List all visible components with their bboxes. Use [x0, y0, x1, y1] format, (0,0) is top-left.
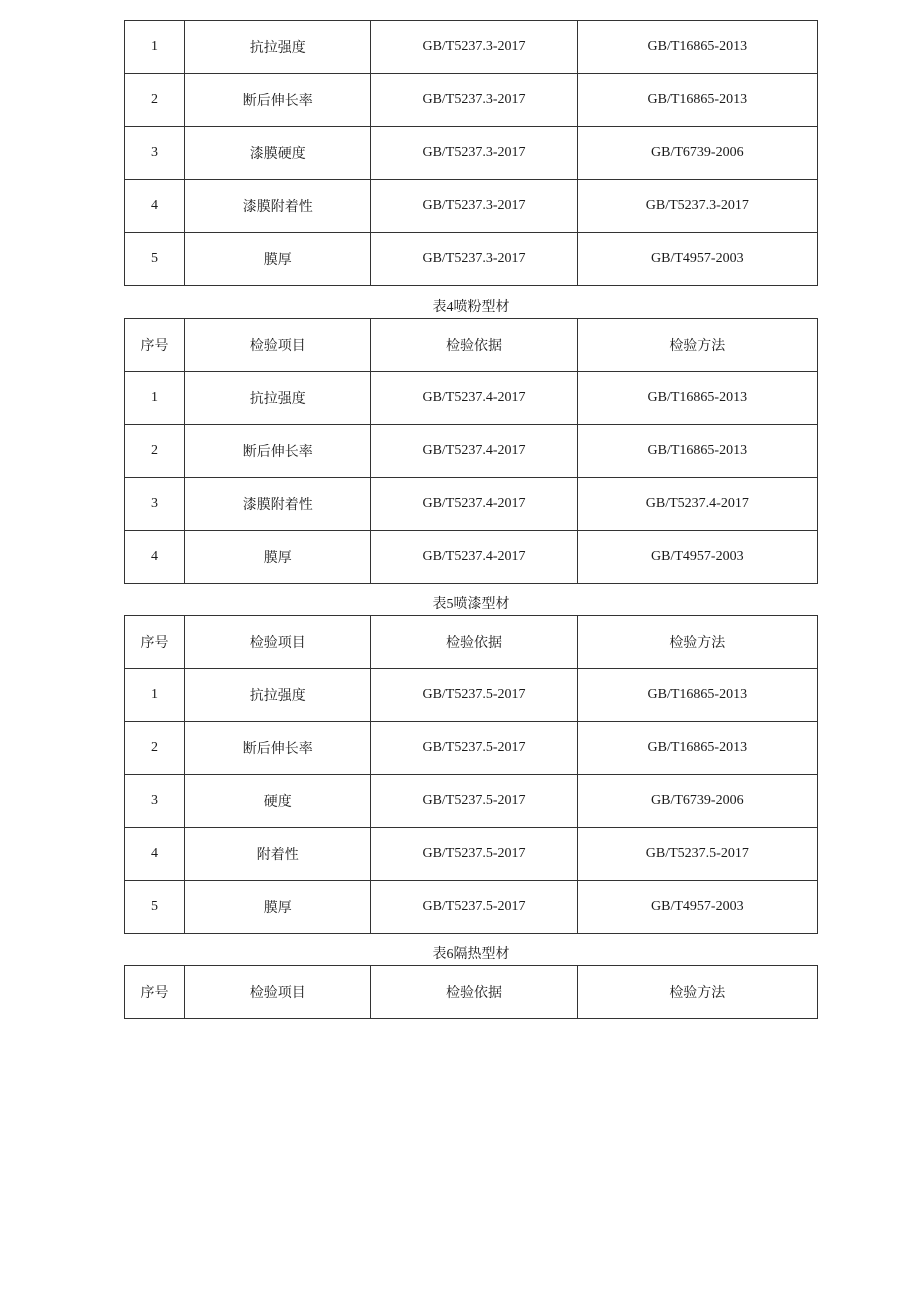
- inspection-item: 漆膜附着性: [185, 180, 371, 233]
- table-5: [124, 615, 818, 934]
- inspection-method: GB/T16865-2013: [577, 669, 817, 722]
- row-number: 4: [125, 180, 185, 233]
- inspection-item: 附着性: [185, 828, 371, 881]
- inspection-method: GB/T4957-2003: [577, 531, 817, 584]
- header-number: 序号: [125, 319, 185, 372]
- inspection-item: 膜厚: [185, 881, 371, 934]
- table-row: [125, 372, 818, 425]
- inspection-basis: GB/T5237.4-2017: [371, 425, 577, 478]
- inspection-item: 抗拉强度: [185, 21, 371, 74]
- table-header-row: [125, 319, 818, 372]
- row-number: 2: [125, 722, 185, 775]
- row-number: 1: [125, 21, 185, 74]
- row-number: 3: [125, 127, 185, 180]
- inspection-method: GB/T5237.5-2017: [577, 828, 817, 881]
- inspection-method: GB/T16865-2013: [577, 21, 817, 74]
- table-header-row: [125, 616, 818, 669]
- row-number: 2: [125, 74, 185, 127]
- inspection-item: 抗拉强度: [185, 372, 371, 425]
- header-item: 检验项目: [185, 319, 371, 372]
- inspection-basis: GB/T5237.5-2017: [371, 669, 577, 722]
- table-6-caption: 表6隔热型材: [432, 947, 510, 962]
- table-6: [124, 965, 818, 1019]
- inspection-basis: GB/T5237.4-2017: [371, 372, 577, 425]
- inspection-basis: GB/T5237.5-2017: [371, 828, 577, 881]
- table-4-caption: 表4喷粉型材: [432, 300, 510, 315]
- inspection-method: GB/T16865-2013: [577, 372, 817, 425]
- inspection-method: GB/T16865-2013: [577, 74, 817, 127]
- inspection-method: GB/T4957-2003: [577, 881, 817, 934]
- table-row: [125, 722, 818, 775]
- inspection-method: GB/T6739-2006: [577, 775, 817, 828]
- header-method: 检验方法: [577, 319, 817, 372]
- inspection-method: GB/T4957-2003: [577, 233, 817, 286]
- table-row: [125, 233, 818, 286]
- inspection-basis: GB/T5237.5-2017: [371, 775, 577, 828]
- header-method: 检验方法: [577, 966, 817, 1019]
- inspection-method: GB/T16865-2013: [577, 425, 817, 478]
- table-row: [125, 881, 818, 934]
- inspection-basis: GB/T5237.3-2017: [371, 74, 577, 127]
- inspection-basis: GB/T5237.3-2017: [371, 233, 577, 286]
- inspection-method: GB/T6739-2006: [577, 127, 817, 180]
- header-item: 检验项目: [185, 966, 371, 1019]
- row-number: 4: [125, 531, 185, 584]
- table-5-caption: 表5喷漆型材: [432, 597, 510, 612]
- row-number: 1: [125, 669, 185, 722]
- inspection-basis: GB/T5237.5-2017: [371, 881, 577, 934]
- table-row: [125, 425, 818, 478]
- inspection-method: GB/T5237.3-2017: [577, 180, 817, 233]
- header-basis: 检验依据: [371, 616, 577, 669]
- table-row: [125, 828, 818, 881]
- inspection-basis: GB/T5237.3-2017: [371, 127, 577, 180]
- inspection-method: GB/T16865-2013: [577, 722, 817, 775]
- header-basis: 检验依据: [371, 319, 577, 372]
- row-number: 3: [125, 478, 185, 531]
- table-row: [125, 127, 818, 180]
- inspection-item: 硬度: [185, 775, 371, 828]
- table-4: [124, 318, 818, 584]
- row-number: 4: [125, 828, 185, 881]
- inspection-basis: GB/T5237.5-2017: [371, 722, 577, 775]
- table-row: [125, 478, 818, 531]
- table-row: [125, 21, 818, 74]
- header-number: 序号: [125, 616, 185, 669]
- inspection-item: 断后伸长率: [185, 722, 371, 775]
- row-number: 5: [125, 233, 185, 286]
- table-row: [125, 775, 818, 828]
- inspection-basis: GB/T5237.3-2017: [371, 21, 577, 74]
- inspection-item: 断后伸长率: [185, 74, 371, 127]
- inspection-item: 漆膜附着性: [185, 478, 371, 531]
- inspection-item: 断后伸长率: [185, 425, 371, 478]
- inspection-basis: GB/T5237.4-2017: [371, 531, 577, 584]
- inspection-method: GB/T5237.4-2017: [577, 478, 817, 531]
- inspection-item: 膜厚: [185, 233, 371, 286]
- row-number: 1: [125, 372, 185, 425]
- header-number: 序号: [125, 966, 185, 1019]
- table-row: [125, 531, 818, 584]
- row-number: 2: [125, 425, 185, 478]
- table-row: [125, 180, 818, 233]
- inspection-basis: GB/T5237.4-2017: [371, 478, 577, 531]
- table-row: [125, 74, 818, 127]
- table-header-row: [125, 966, 818, 1019]
- header-item: 检验项目: [185, 616, 371, 669]
- header-method: 检验方法: [577, 616, 817, 669]
- table-row: [125, 669, 818, 722]
- row-number: 5: [125, 881, 185, 934]
- inspection-item: 漆膜硬度: [185, 127, 371, 180]
- inspection-basis: GB/T5237.3-2017: [371, 180, 577, 233]
- inspection-item: 抗拉强度: [185, 669, 371, 722]
- header-basis: 检验依据: [371, 966, 577, 1019]
- table-3-continued: [124, 20, 818, 286]
- row-number: 3: [125, 775, 185, 828]
- inspection-item: 膜厚: [185, 531, 371, 584]
